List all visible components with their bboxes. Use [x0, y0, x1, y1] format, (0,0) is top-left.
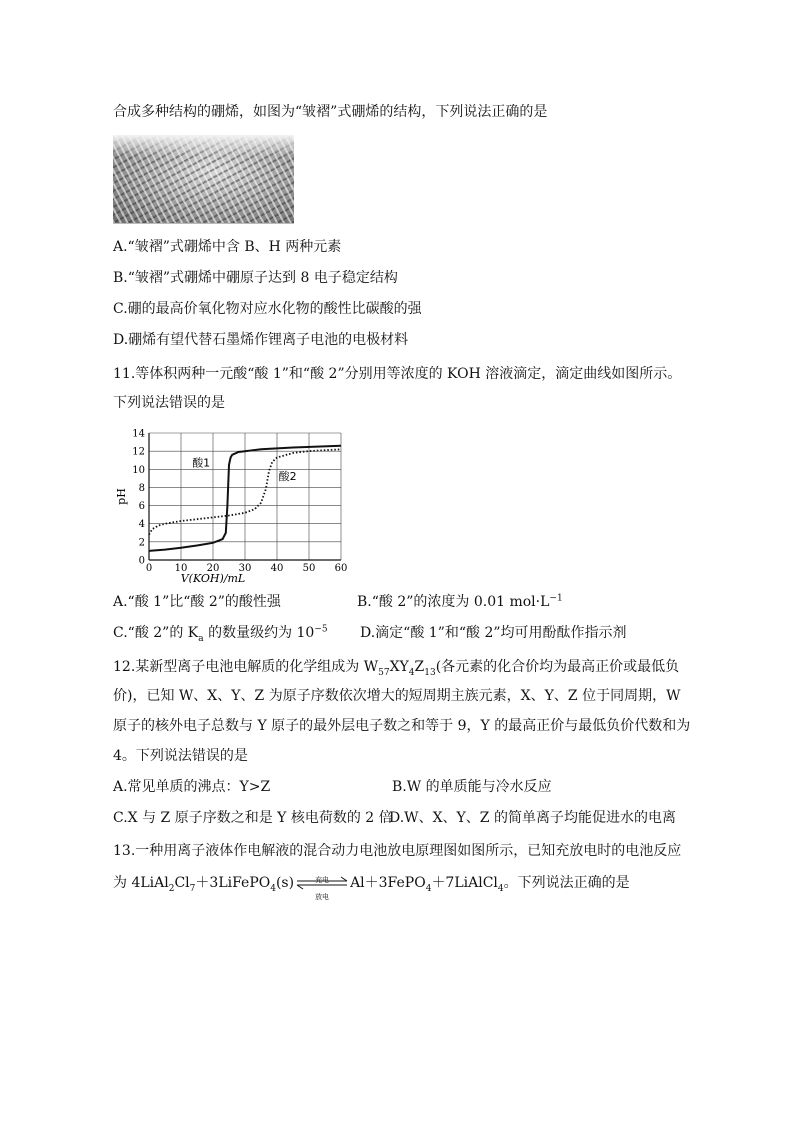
y-tick-label: 12 [132, 446, 145, 458]
question-12-stem: 12.某新型离子电池电解质的化学组成为 $W_{57}XY_4Z_{13}$(各元素的化合价均为最高正价或最低负 [113, 659, 680, 678]
q10-option-d: D.硼烯有望代替石墨烯作锂离子电池的电极材料 [113, 332, 409, 348]
y-tick-label: 2 [138, 537, 145, 549]
x-tick-label: 20 [206, 563, 220, 574]
q12-option-a: A.常见单质的沸点：Y>Z [113, 779, 271, 795]
question-12-stem-4: 4。下列说法错误的是 [113, 748, 248, 764]
y-tick-label: 6 [138, 501, 145, 513]
arrow-label-charge: 充电 [315, 876, 330, 884]
question-11-stem: 11.等体积两种一元酸“酸 1”和“酸 2”分别用等浓度的 KOH 溶液滴定，滴定曲线如图所示。 [113, 366, 682, 382]
question-13-equation: 为 $4LiAl_2Cl_7+3LiFePO_4(s)$ 充电 放电 Al＋3FePO$_4$＋7LiAlCl$_4$。下列说法正确的是 [113, 873, 630, 893]
x-tick-label: 60 [334, 563, 348, 574]
q11-option-b: B.“酸 2”的浓度为 0.01 $mol\cdot L^{-1}$ [357, 593, 563, 610]
q12-option-b: B.W 的单质能与冷水反应 [392, 779, 552, 795]
y-tick-label: 8 [138, 482, 145, 494]
series-label-acid-2: 酸2 [278, 470, 297, 484]
chart-ticks [132, 429, 347, 575]
question-11-stem-2: 下列说法错误的是 [113, 395, 225, 411]
q10-option-b: B.“皱褶”式硼烯中硼原子达到 8 电子稳定结构 [113, 270, 398, 286]
q10-option-c: C.硼的最高价氧化物对应水化物的酸性比碳酸的强 [113, 301, 422, 317]
q10-option-a: A.“皱褶”式硼烯中含 B、H 两种元素 [113, 239, 342, 255]
borophene-image-fade [113, 135, 294, 157]
x-tick-label: 0 [145, 563, 153, 574]
q11-option-d: D.滴定“酸 1”和“酸 2”均可用酚酞作指示剂 [360, 625, 627, 641]
q11-option-c: C.“酸 2”的 $K_a$ 的数量级约为 $10^{-5}$ [113, 624, 328, 644]
x-tick-label: 50 [302, 563, 316, 574]
y-tick-label: 4 [138, 519, 145, 531]
question-12-stem-3: 原子的核外电子总数与 Y 原子的最外层电子数之和等于 9，Y 的最高正价与最低负价代数和为 [113, 718, 691, 734]
y-tick-label: 10 [132, 464, 145, 476]
reversible-arrow [294, 873, 350, 901]
x-tick-label: 40 [270, 563, 284, 574]
chart-x-label: V(KOH)/mL [180, 572, 246, 583]
question-13-stem: 13.一种用离子液体作电解液的混合动力电池放电原理图如图所示，已知充放电时的电池反应 [113, 843, 682, 859]
q11-option-a: A.“酸 1”比“酸 2”的酸性强 [113, 594, 281, 610]
series-label-acid-1: 酸1 [192, 456, 211, 470]
q12-option-c: C.X 与 Z 原子序数之和是 Y 核电荷数的 2 倍 [113, 810, 393, 826]
question-10-stem: 合成多种结构的硼烯，如图为“皱褶”式硼烯的结构，下列说法正确的是 [113, 104, 548, 120]
q12-option-d: D.W、X、Y、Z 的简单离子均能促进水的电离 [389, 810, 676, 826]
question-12-stem-2: 价)，已知 W、X、Y、Z 为原子序数依次增大的短周期主族元素，X、Y、Z 位于同周期，W [113, 688, 681, 704]
x-tick-label: 10 [174, 563, 188, 574]
titration-chart [113, 423, 353, 583]
y-tick-label: 0 [138, 555, 145, 567]
chart-y-label: pH [115, 488, 128, 505]
arrow-label-discharge: 放电 [315, 893, 330, 901]
y-tick-label: 14 [132, 428, 145, 440]
x-tick-label: 30 [238, 563, 252, 574]
